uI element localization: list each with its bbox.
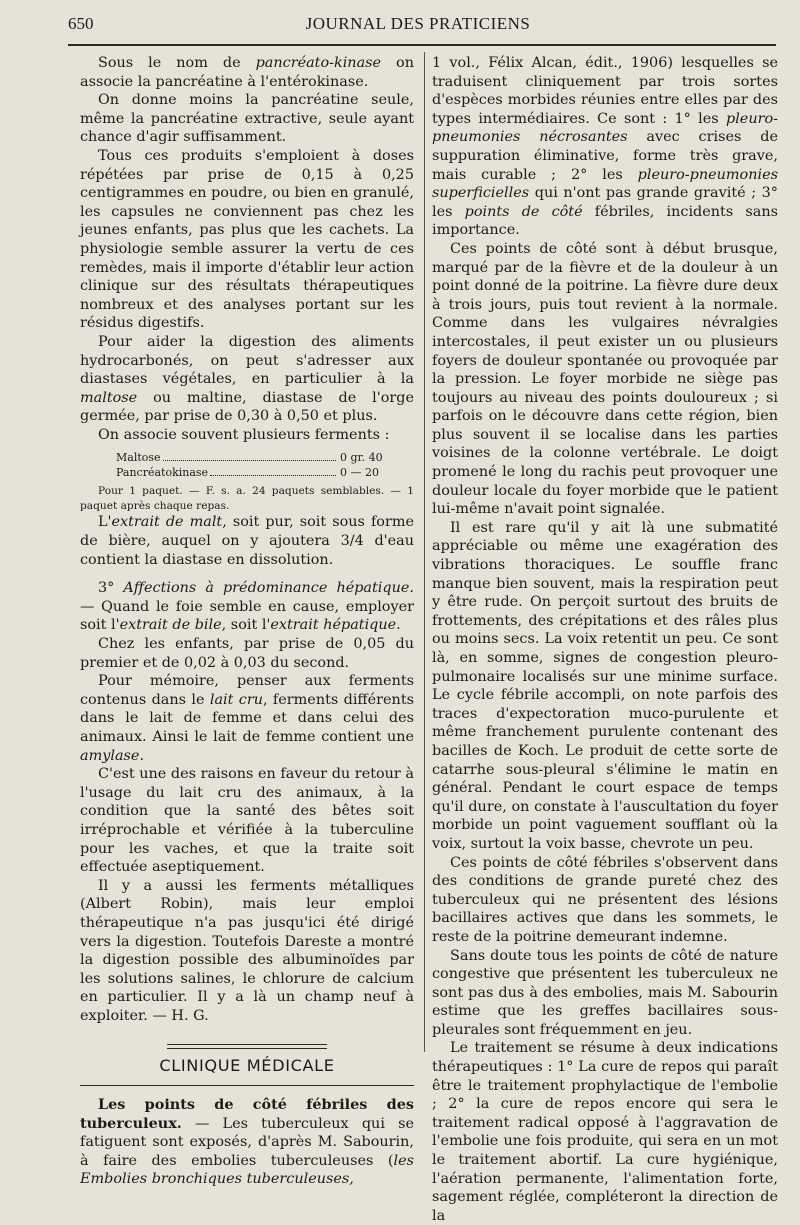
paragraph: On donne moins la pancréatine seule, même la pancréatine extractive, seule ayant chance d'agir suffisamment. — [80, 92, 414, 146]
section-ornament — [167, 1044, 327, 1049]
paragraph: L'extrait de malt, soit pur, soit sous forme de bière, auquel on y ajoutera 3/4 d'eau contient la diastase en dissolution. — [80, 514, 414, 568]
paragraph: Sans doute tous les points de côté de nature congestive que présentent les tuberculeux ne sont pas dus à des embolies, mais M. Sabourin estime que les greffes bacillaires sous-pleurales sont fréquemment en jeu. — [432, 947, 778, 1038]
prescription-row — [80, 450, 414, 465]
paragraph: Il y a aussi les ferments métalliques (Albert Robin), mais leur emploi thérapeutique n'a pas jusqu'ici été dirigé vers la digestion. Toutefois Dareste a montré la digestion possible des albuminoïdes par les solutions salines, le chlorure de calcium en particulier. Il y a là un champ neuf à exploiter. — H. G. — [80, 877, 414, 1024]
paragraph: Le traitement se résume à deux indications thérapeutiques : 1° La cure de repos qui paraît être le traitement prophylactique de l'embolie ; 2° la cure de repos encore qui sera le traitement radical opposé à l'aggravation de l'embolie une fois produite, qui sera en un mot le traitement abortif. La cure hygiénique, l'aération permanente, l'alimentation forte, sagement réglée, compléteront la direction de la — [432, 1040, 778, 1224]
paragraph: Pour mémoire, penser aux ferments contenus dans le lait cru, ferments différents dans le lait de femme et dans celui des animaux. Ainsi le lait de femme contient une amylase. — [80, 673, 414, 764]
article-opening: Les points de côté fébriles des tuberculeux. — Les tuberculeux qui se fatiguent sont exposés, d'après M. Sabourin, à faire des embolies tuberculeuses (les Embolies bronchiques tuberculeuses, — [80, 1096, 414, 1188]
page-header — [68, 14, 768, 36]
ingredient-name: Maltose — [116, 451, 161, 465]
right-column — [432, 54, 778, 1225]
paragraph: Les tuberculeux qui se fatiguent sont exposés, d'après M. Sabourin, à faire des embolies tuberculeuses (les Embolies bronchiques tuberculeuses, — [80, 1115, 414, 1188]
section-divider — [80, 1085, 414, 1086]
paragraph: On associe souvent plusieurs ferments : — [98, 426, 390, 443]
left-column — [80, 54, 414, 1189]
paragraph: Chez les enfants, par prise de 0,05 du premier et de 0,02 à 0,03 du second. — [80, 636, 414, 671]
prescription-note: Pour 1 paquet. — F. s. a. 24 paquets semblables. — 1 paquet après chaque repas. — [80, 485, 414, 512]
paragraph: C'est une des raisons en faveur du retour à l'usage du lait cru des animaux, à la condition que la santé des bêtes soit irréprochable et vérifiée à la tuberculine pour les vaches, et que la traite soit effectuée aseptiquement. — [80, 766, 414, 876]
page-number: 650 — [68, 14, 94, 33]
article-title: Les points de côté fébriles des tuberculeux. — [80, 1096, 414, 1132]
journal-title: JOURNAL DES PRATICIENS — [305, 14, 531, 33]
prescription-row — [80, 465, 414, 480]
leader-dots — [163, 460, 336, 461]
paragraph: Ces points de côté sont à début brusque, marqué par de la fièvre et de la douleur à un point donné de la poitrine. La fièvre dure deux à trois jours, puis tout revient à la normale. Comme dans les vulgaires névralgies intercostales, il peut exister un ou plusieurs foyers de douleur spontanée ou provoquée par la pression. Le foyer morbide ne siège pas toujours au niveau des points douloureux ; si parfois on le découvre dans cette région, bien plus souvent il se localise dans les parties voisines de la colonne vertébrale. Le doigt promené le long du rachis peut provoquer une douleur locale du foyer morbide que le patient lui-même n'avait point signalée. — [432, 240, 778, 518]
paragraph: Sous le nom de pancréato-kinase on associe la pancréatine à l'entérokinase. — [80, 55, 414, 90]
ingredient-name: Pancréatokinase — [116, 466, 209, 480]
paragraph: Il est rare qu'il y ait là une submatité appréciable ou même une exagération des vibrations thoraciques. Le souffle franc manque bien souvent, mais la respiration peut y être rude. On perçoit surtout des bruits de frottements, des crépitations et des râles plus ou moins secs. La voix retentit un peu. Ce sont là, en somme, signes de congestion pleuro-pulmonaire localisés sur une minime surface. Le cycle fébrile accompli, on note parfois des traces d'expectoration muco-purulente et même franchement purulente contenant des bacilles de Koch. Le produit de cette sorte de catarrhe sous-pleural s'élimine le matin en général. Pendant le court espace de temps qu'il dure, on constate à l'auscultation du foyer morbide un point vaguement soufflant où la voix, surtout la voix basse, chevrote un peu. — [432, 519, 778, 852]
paragraph: 1 vol., Félix Alcan, édit., 1906) lesquelles se traduisent cliniquement par trois sortes d'espèces morbides réunies entre elles par des types intermédiaires. Ce sont : 1° les pleuro-pneumonies nécrosantes avec crises de suppuration éliminative, forme très grave, mais curable ; 2° les pleuro-pneumonies superficielles qui n'ont pas grande gravité ; 3° les points de côté fébriles, incidents sans importance. — [432, 55, 778, 239]
header-rule — [68, 44, 776, 46]
ingredient-dose: 0 gr. 40 — [340, 451, 383, 465]
column-divider — [424, 52, 425, 1052]
subsection-paragraph: 3° Affections à prédominance hépatique. — Quand le foie semble en cause, employer soit l'extrait de bile, soit l'extrait hépatique. — [80, 580, 414, 634]
prescription-table — [80, 450, 414, 480]
paragraph: Ces points de côté fébriles s'observent dans des conditions de grande pureté chez des tuberculeux qui ne présentent des lésions bacillaires actives que dans les sommets, le reste de la poitrine demeurant indemne. — [432, 854, 778, 945]
paragraph: Tous ces produits s'emploient à doses répétées par prise de 0,15 à 0,25 centigrammes en poudre, ou bien en granulé, les capsules ne conviennent pas chez les jeunes enfants, pas plus que les cachets. La physiologie semble assurer la vertu de ces remèdes, mais il importe d'établir leur action clinique sur des résultats thérapeutiques nombreux et des analyses portant sur les résidus digestifs. — [80, 147, 414, 332]
ingredient-dose: 0 — 20 — [340, 466, 379, 480]
paragraph: Pour aider la digestion des aliments hydrocarbonés, on peut s'adresser aux diastases végétales, en particulier à la maltose ou maltine, diastase de l'orge germée, par prise de 0,30 à 0,50 et plus. — [80, 333, 414, 425]
section-heading: CLINIQUE MÉDICALE — [159, 1055, 335, 1075]
leader-dots — [210, 475, 336, 476]
